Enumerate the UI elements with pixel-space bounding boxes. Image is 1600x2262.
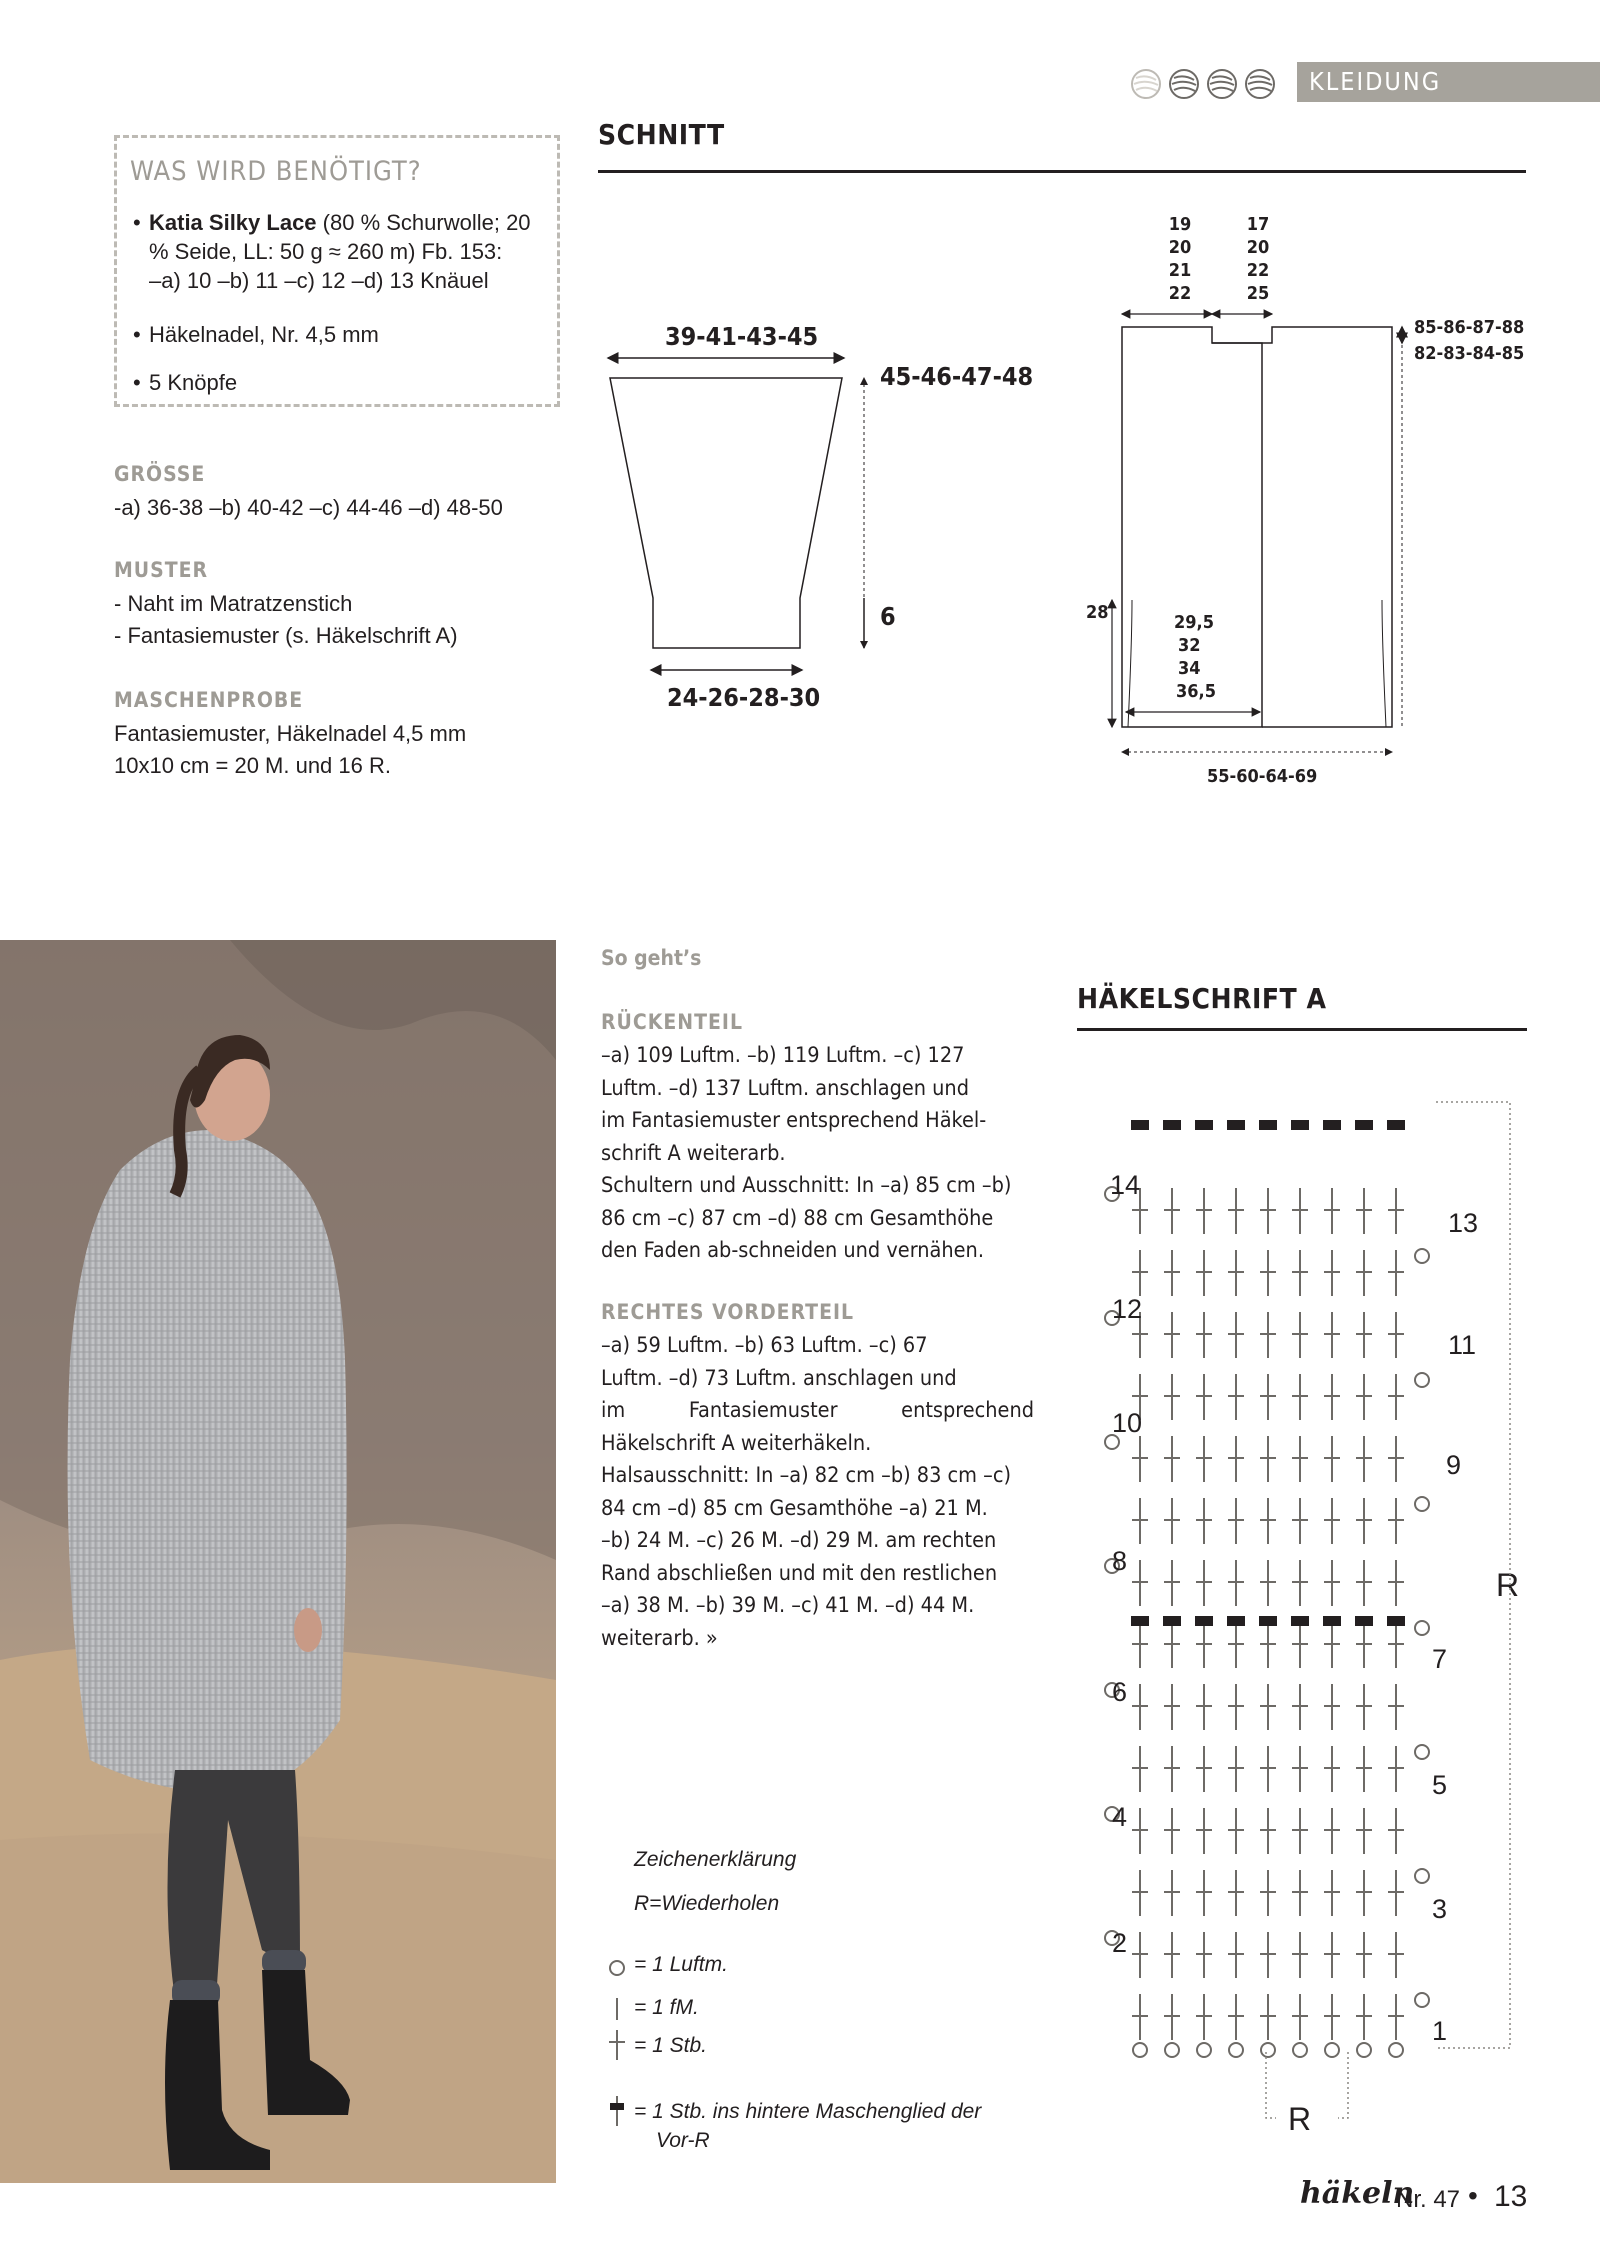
legend-title: Zeichenerklärung (634, 1848, 797, 1871)
body-height-front: 82-83-84-85 (1414, 343, 1525, 364)
neck-dim-c: 22 (1246, 260, 1270, 281)
pattern-line-2: - Fantasiemuster (s. Häkelschrift A) (114, 623, 458, 648)
gauge-line-1: Fantasiemuster, Häkelnadel 4,5 mm (114, 721, 467, 746)
pattern-label: MUSTER (114, 558, 209, 582)
shoulder-dim-c: 21 (1168, 260, 1192, 281)
row-label-14: 14 (1110, 1170, 1141, 1200)
sleeve-bottom-dim: 24-26-28-30 (667, 683, 821, 712)
back-line-2: Luftm. –d) 137 Luftm. anschlagen und (601, 1075, 969, 1101)
legend-chain: = 1 Luftm. (634, 1953, 728, 1976)
legend-chain-icon (610, 1961, 624, 1975)
back-line-5: Schultern und Ausschnitt: In –a) 85 cm –b) (601, 1173, 1012, 1198)
front-width-a: 29,5 (1174, 612, 1214, 633)
row-label-12: 12 (1112, 1294, 1143, 1324)
back-line-6: 86 cm –c) 87 cm –d) 88 cm Gesamthöhe (601, 1205, 994, 1231)
row-label-8: 8 (1112, 1546, 1128, 1576)
hook-text: Häkelnadel, Nr. 4,5 mm (149, 322, 379, 347)
shoulder-dim-a: 19 (1168, 214, 1192, 235)
front-line-3: im Fantasiemuster entsprechend (601, 1398, 1034, 1423)
woman-cardigan-photo (0, 940, 556, 2183)
sleeve-length-dim: 45-46-47-48 (880, 362, 1034, 391)
size-text: -a) 36-38 –b) 40-42 –c) 44-46 –d) 48-50 (114, 495, 503, 520)
gauge-label: MASCHENPROBE (114, 688, 304, 712)
legend-sc: = 1 fM. (634, 1996, 699, 2019)
back-line-3: im Fantasiemuster entsprechend Häkel- (601, 1108, 987, 1133)
row-label-13: 13 (1448, 1208, 1479, 1238)
materials-title: WAS WIRD BENÖTIGT? (130, 156, 422, 187)
shoulder-dim-d: 22 (1168, 283, 1192, 304)
body-width-dim: 55-60-64-69 (1207, 766, 1318, 787)
back-line-1: –a) 109 Luftm. –b) 119 Luftm. –c) 127 (601, 1043, 965, 1068)
front-width-d: 36,5 (1176, 681, 1216, 702)
body-shape (1122, 327, 1392, 800)
chart-heading: HÄKELSCHRIFT A (1077, 982, 1327, 1015)
instructions-title: So geht’s (601, 946, 702, 970)
legend-dc-icon (609, 2030, 625, 2060)
yarn-details-2: % Seide, LL: 50 g ≈ 260 m) Fb. 153: (149, 239, 503, 264)
yarn-balls-difficulty-icon (1130, 68, 1284, 100)
legend-dc: = 1 Stb. (634, 2034, 707, 2057)
row-label-7: 7 (1432, 1644, 1448, 1674)
row-label-1: 1 (1432, 2016, 1448, 2046)
crochet-chart (1090, 1090, 1540, 2150)
body-height-total: 85-86-87-88 (1414, 317, 1525, 338)
legend-dc-back-icon (610, 2096, 624, 2126)
page-number: 13 (1494, 2180, 1528, 2213)
gauge-line-2: 10x10 cm = 20 M. und 16 R. (114, 753, 391, 778)
back-label: RÜCKENTEIL (601, 1010, 743, 1034)
front-instructions (601, 1330, 1034, 1655)
repeat-label-bottom: R (1288, 2101, 1312, 2137)
row-label-3: 3 (1432, 1894, 1448, 1924)
pattern-line-1: - Naht im Matratzenstich (114, 591, 353, 616)
front-line-6: 84 cm –d) 85 cm Gesamthöhe –a) 21 M. (601, 1495, 988, 1521)
front-width-b: 32 (1178, 635, 1201, 656)
row-label-10: 10 (1112, 1408, 1143, 1438)
pattern-schematic (590, 200, 1540, 800)
row-label-2: 2 (1112, 1928, 1128, 1958)
schnitt-rule (598, 170, 1526, 173)
row-label-4: 4 (1112, 1802, 1128, 1832)
section-badge: KLEIDUNG (1297, 62, 1600, 102)
legend-dc-back-2: Vor-R (656, 2129, 710, 2152)
sleeve-top-dim: 39-41-43-45 (665, 322, 819, 351)
materials-item-buttons: • 5 Knöpfe (133, 370, 238, 395)
issue-number: Nr. 47 (1396, 2186, 1461, 2213)
shoulder-dim-b: 20 (1168, 237, 1192, 258)
back-line-4: schrift A weiterarb. (601, 1140, 786, 1166)
yarn-details-1: (80 % Schurwolle; 20 (316, 210, 531, 235)
materials-item-yarn: • Katia Silky Lace (80 % Schurwolle; 20 % Seide, LL: 50 g ≈ 260 m) Fb. 153: –a) 10 –b) 11 –c) 12 –d) 13 Knäuel (149, 208, 549, 295)
size-label: GRÖSSE (114, 462, 206, 486)
row-label-11: 11 (1448, 1330, 1477, 1360)
front-line-7: –b) 24 M. –c) 26 M. –d) 29 M. am rechten (601, 1528, 997, 1553)
row-label-9: 9 (1446, 1450, 1462, 1480)
neck-dim-d: 25 (1246, 283, 1270, 304)
front-line-4: Häkelschrift A weiterhäkeln. (601, 1430, 872, 1456)
yarn-name: Katia Silky Lace (149, 210, 317, 235)
footer-bullet: • (1468, 2180, 1478, 2211)
front-label: RECHTES VORDERTEIL (601, 1300, 855, 1324)
back-instructions (601, 1040, 1034, 1268)
sleeve-shape (610, 378, 842, 648)
repeat-label-right: R (1496, 1567, 1520, 1603)
sleeve-cuff-dim: 6 (880, 602, 896, 631)
front-line-2: Luftm. –d) 73 Luftm. anschlagen und (601, 1365, 957, 1391)
schnitt-heading: SCHNITT (598, 118, 725, 151)
neck-dim-b: 20 (1246, 237, 1270, 258)
front-line-8: Rand abschließen und mit den restlichen (601, 1560, 998, 1586)
back-line-7: den Faden ab-schneiden und vernähen. (601, 1238, 984, 1263)
magazine-logo: häkeln (1300, 2176, 1415, 2211)
chart-rule (1077, 1028, 1527, 1031)
front-line-1: –a) 59 Luftm. –b) 63 Luftm. –c) 67 (601, 1333, 928, 1358)
row-label-5: 5 (1432, 1770, 1448, 1800)
front-width-c: 34 (1178, 658, 1201, 679)
front-line-9: –a) 38 M. –b) 39 M. –c) 41 M. –d) 44 M. (601, 1593, 975, 1618)
buttons-text: 5 Knöpfe (149, 370, 238, 395)
legend-dc-back-1: = 1 Stb. ins hintere Maschenglied der (634, 2100, 982, 2123)
legend-repeat: R=Wiederholen (634, 1892, 780, 1915)
neck-dim-a: 17 (1246, 214, 1270, 235)
yarn-details-3: –a) 10 –b) 11 –c) 12 –d) 13 Knäuel (149, 268, 489, 293)
slit-dim: 28 (1086, 602, 1109, 623)
front-line-10: weiterarb. » (601, 1625, 718, 1651)
front-line-5: Halsausschnitt: In –a) 82 cm –b) 83 cm –c) (601, 1463, 1012, 1488)
row-label-6: 6 (1112, 1677, 1128, 1707)
materials-item-hook: • Häkelnadel, Nr. 4,5 mm (133, 322, 379, 347)
